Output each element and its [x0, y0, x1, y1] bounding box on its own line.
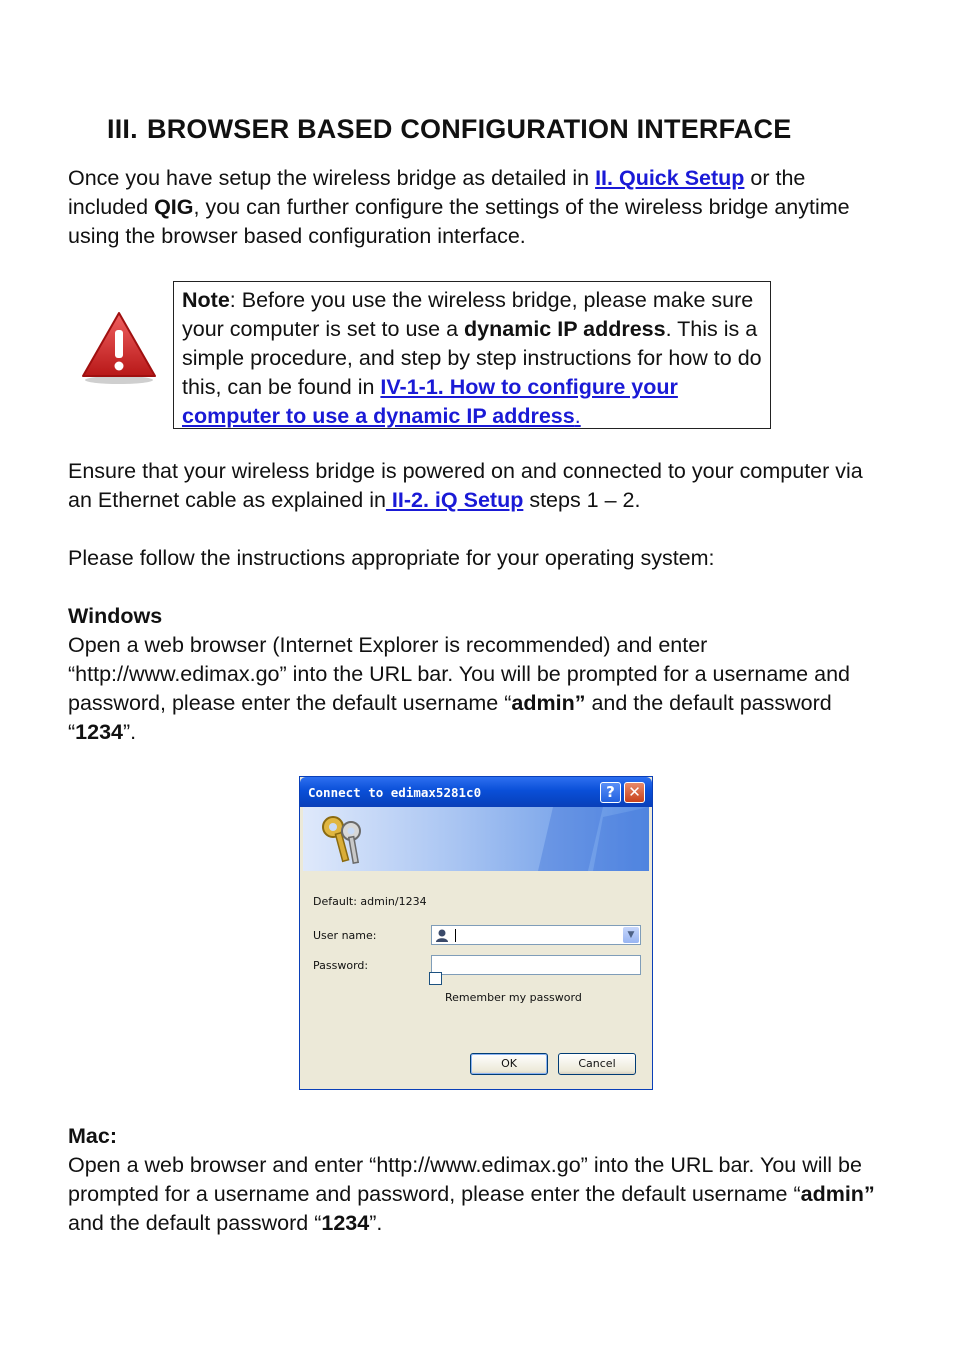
iq-setup-link[interactable]: II-2. iQ Setup: [385, 488, 524, 512]
ok-button[interactable]: OK: [470, 1053, 548, 1075]
intro-paragraph: [68, 164, 888, 251]
remember-password-label[interactable]: Remember my password: [445, 991, 582, 1004]
mac-heading: Mac:: [68, 1124, 117, 1148]
windows-username: admin”: [511, 691, 586, 715]
mac-text-2: and the default password “: [68, 1211, 322, 1235]
username-combobox[interactable]: [431, 925, 641, 945]
note-link-period: .: [574, 404, 581, 428]
note-text-1: : Before you use the wireless bridge, please make sure your computer is set to use a: [182, 288, 754, 341]
dialog-title: Connect to edimax5281c0: [308, 785, 482, 800]
remember-password-checkbox[interactable]: [429, 972, 442, 985]
dynamic-ip-guide-link[interactable]: IV-1-1. How to configure your computer to use a dynamic IP address: [182, 375, 678, 428]
keys-icon: [303, 807, 649, 871]
windows-section: [68, 602, 888, 747]
section-title: BROWSER BASED CONFIGURATION INTERFACE: [147, 114, 792, 144]
windows-text-1: Open a web browser (Internet Explorer is recommended) and enter “http://www.edimax.go” into the URL bar. You will be prompted for a username and password, please enter the default username “: [68, 633, 850, 715]
user-icon: [435, 928, 449, 942]
section-number: III.: [107, 114, 138, 144]
chevron-down-icon[interactable]: ▼: [623, 927, 639, 943]
intro-text-1: Once you have setup the wireless bridge as detailed in: [68, 166, 596, 190]
mac-text-1: Open a web browser and enter “http://www.edimax.go” into the URL bar. You will be prompted for a username and password, please enter the default username “: [68, 1153, 862, 1206]
text-caret: [455, 929, 456, 942]
dialog-body: [303, 871, 649, 1087]
dialog-titlebar[interactable]: [300, 777, 652, 807]
windows-heading: Windows: [68, 604, 163, 628]
default-credentials-text: Default: admin/1234: [313, 895, 427, 908]
mac-text-3: ”.: [369, 1211, 383, 1235]
quick-setup-link[interactable]: II. Quick Setup: [595, 166, 745, 190]
ensure-text-2: steps 1 – 2.: [523, 488, 641, 512]
dynamic-ip-text: dynamic IP address: [464, 317, 666, 341]
ensure-text-1: Ensure that your wireless bridge is powered on and connected to your computer via an Ethernet cable as explained in: [68, 459, 863, 512]
password-input[interactable]: [431, 955, 641, 975]
windows-instructions: [68, 631, 888, 747]
cancel-button[interactable]: Cancel: [558, 1053, 636, 1075]
intro-text-3: , you can further configure the settings of the wireless bridge anytime using the browser based configuration interface.: [68, 195, 850, 248]
help-button[interactable]: ?: [600, 782, 621, 803]
mac-section: [68, 1122, 888, 1238]
note-label: Note: [182, 288, 230, 312]
windows-password: 1234: [75, 720, 124, 744]
windows-text-2: and the default password “: [68, 691, 832, 744]
mac-username: admin”: [800, 1182, 875, 1206]
dialog-banner: [303, 807, 649, 871]
ensure-paragraph: [68, 457, 888, 515]
warning-icon: [80, 310, 158, 386]
note-text-2: . This is a simple procedure, and step by step instructions for how to do this, can be found in: [182, 317, 762, 399]
close-button[interactable]: ✕: [624, 782, 645, 803]
password-label: Password:: [313, 959, 369, 972]
mac-password: 1234: [321, 1211, 370, 1235]
follow-paragraph: Please follow the instructions appropriate for your operating system:: [68, 546, 715, 570]
windows-text-3: ”.: [123, 720, 137, 744]
username-label: User name:: [313, 929, 377, 942]
intro-text-2: or the included: [68, 166, 806, 219]
mac-instructions: [68, 1151, 888, 1238]
note-box: [173, 281, 771, 429]
login-dialog: [299, 776, 653, 1090]
qig-text: QIG: [154, 195, 194, 219]
section-heading: [107, 114, 791, 145]
